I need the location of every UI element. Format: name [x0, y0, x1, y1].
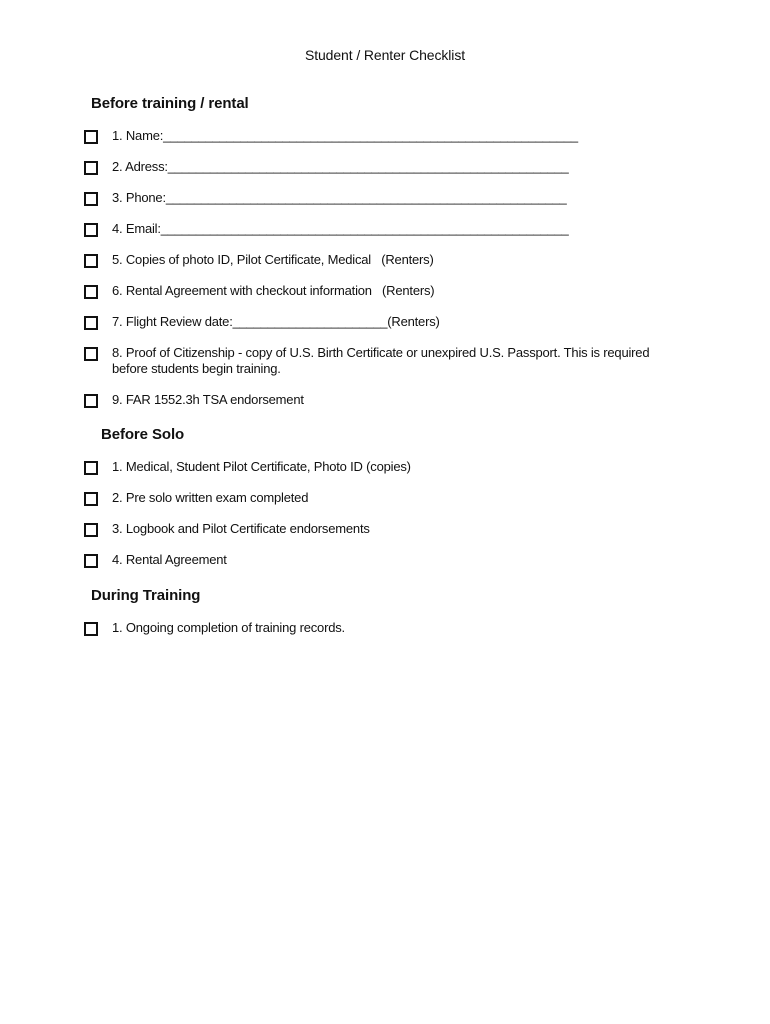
checklist-item-tsa[interactable] [84, 394, 684, 408]
checkbox[interactable] [84, 554, 98, 568]
checklist-item-medical[interactable] [84, 461, 684, 475]
page-title: Student / Renter Checklist [304, 47, 466, 63]
checklist-item-solo-rental-agreement[interactable] [84, 554, 684, 568]
checkbox[interactable] [84, 192, 98, 206]
checklist-item-presolo-exam[interactable] [84, 492, 684, 506]
checkbox[interactable] [84, 130, 98, 144]
checklist-item-label: 7. Flight Review date:______________________(Renters) [112, 314, 440, 329]
checkbox[interactable] [84, 254, 98, 268]
checklist-item-label: 1. Medical, Student Pilot Certificate, Photo ID (copies) [112, 459, 411, 474]
checklist-item-rental-agreement[interactable] [84, 285, 684, 299]
checklist-item-label: 2. Pre solo written exam completed [112, 490, 309, 505]
checklist-item-flight-review[interactable] [84, 316, 684, 330]
checklist-item-training-records[interactable] [84, 622, 684, 636]
checkbox[interactable] [84, 394, 98, 408]
checklist-item-label: 3. Phone:_________________________________________________________ [112, 190, 567, 205]
checklist-item-address[interactable] [84, 161, 684, 175]
section-heading-before-training: Before training / rental [91, 95, 249, 112]
checkbox[interactable] [84, 492, 98, 506]
checklist-item-label: 1. Ongoing completion of training records. [112, 620, 345, 635]
checkbox[interactable] [84, 622, 98, 636]
checkbox[interactable] [84, 285, 98, 299]
checkbox[interactable] [84, 461, 98, 475]
checklist-item-label: 8. Proof of Citizenship - copy of U.S. Birth Certificate or unexpired U.S. Passport. This is required before students begin training. [112, 345, 653, 376]
checklist-item-citizenship[interactable] [84, 347, 664, 377]
checklist-item-name[interactable] [84, 130, 684, 144]
checkbox[interactable] [84, 223, 98, 237]
checkbox[interactable] [84, 347, 98, 361]
checklist-item-label: 5. Copies of photo ID, Pilot Certificate, Medical (Renters) [112, 252, 434, 267]
checklist-item-label: 9. FAR 1552.3h TSA endorsement [112, 392, 304, 407]
checklist-item-phone[interactable] [84, 192, 684, 206]
checklist-item-label: 4. Email:__________________________________________________________ [112, 221, 569, 236]
checkbox[interactable] [84, 316, 98, 330]
checklist-item-email[interactable] [84, 223, 684, 237]
checklist-item-copies[interactable] [84, 254, 684, 268]
section-heading-before-solo: Before Solo [101, 426, 185, 443]
checklist-item-label: 6. Rental Agreement with checkout information (Renters) [112, 283, 435, 298]
checklist-item-logbook[interactable] [84, 523, 684, 537]
checkbox[interactable] [84, 161, 98, 175]
checklist-item-label: 4. Rental Agreement [112, 552, 227, 567]
checklist-item-label: 3. Logbook and Pilot Certificate endorsements [112, 521, 370, 536]
section-heading-during-training: During Training [91, 587, 201, 604]
checklist-item-label: 2. Adress:_________________________________________________________ [112, 159, 569, 174]
checklist-item-label: 1. Name:___________________________________________________________ [112, 128, 578, 143]
checkbox[interactable] [84, 523, 98, 537]
